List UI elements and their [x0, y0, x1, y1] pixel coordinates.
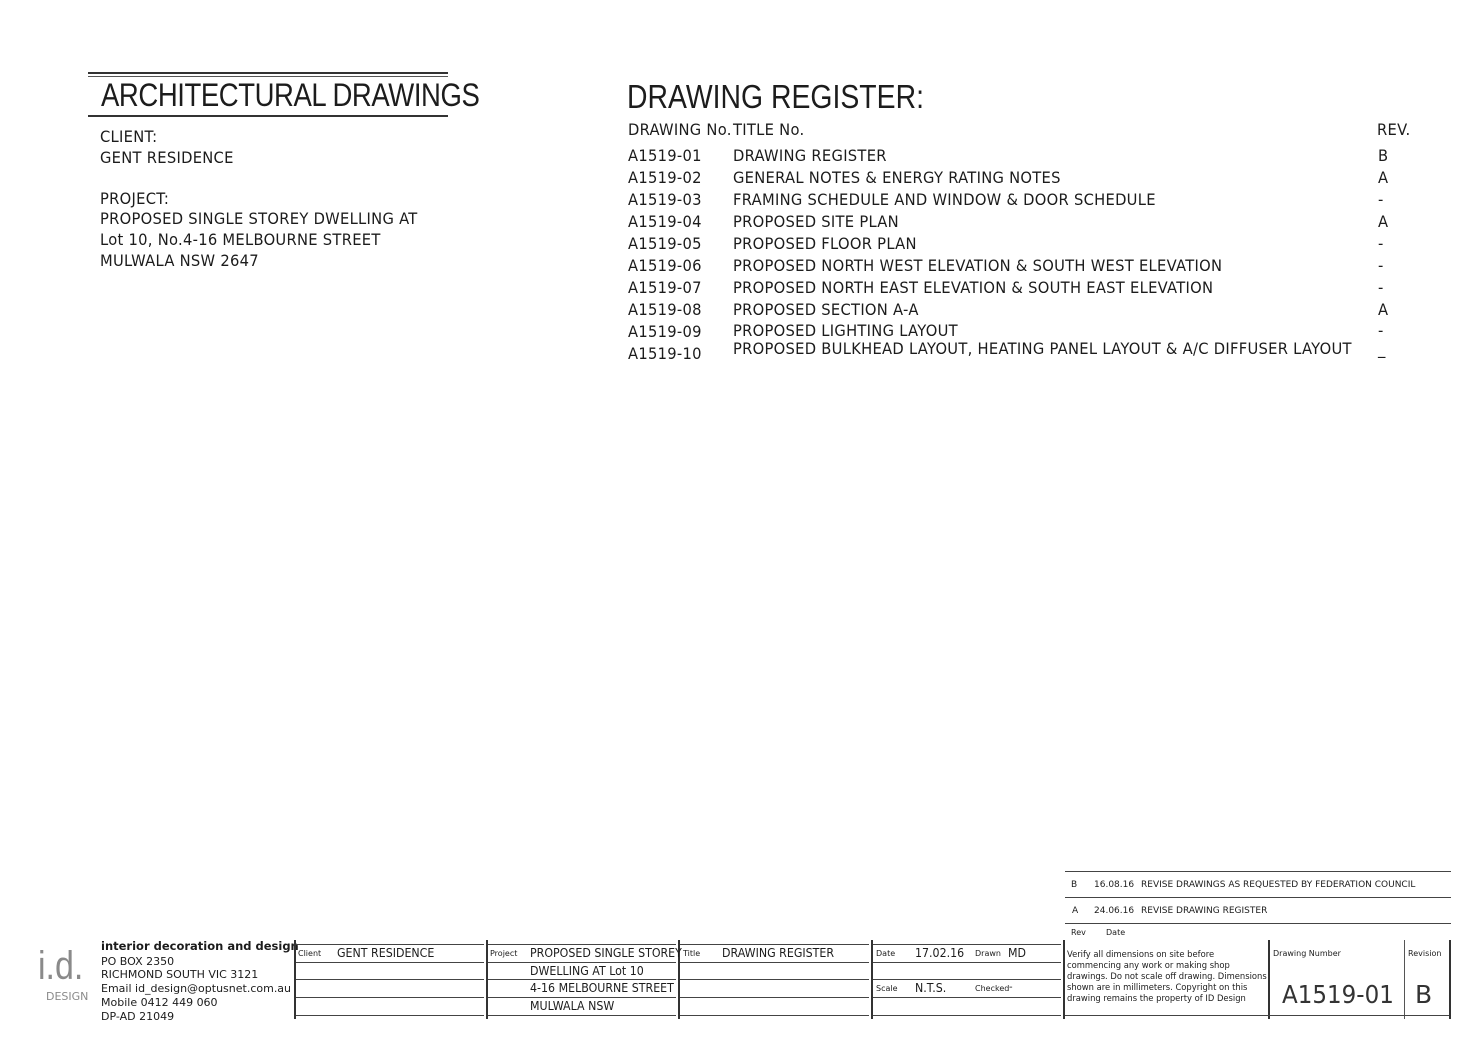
register-title-cell: PROPOSED LIGHTING LAYOUT: [733, 321, 958, 340]
register-rev: _: [1378, 339, 1386, 358]
company-line: DP-AD 21049: [101, 1010, 175, 1023]
title-field-value: DRAWING REGISTER: [722, 946, 835, 960]
titleblock-rule: [873, 997, 1061, 998]
register-header-number: DRAWING No.: [628, 120, 732, 139]
company-name: interior decoration and design: [101, 939, 299, 953]
titleblock-rule: [680, 1015, 869, 1016]
titleblock-rule: [488, 979, 676, 980]
revision-description: REVISE DRAWING REGISTER: [1141, 906, 1268, 916]
drawn-field-label: Drawn: [975, 949, 1001, 958]
register-title: DRAWING REGISTER:: [627, 78, 924, 115]
register-number: A1519-09: [628, 322, 702, 341]
revision-date: 16.08.16: [1094, 880, 1135, 890]
project-field-line: PROPOSED SINGLE STOREY: [530, 946, 682, 960]
revision-description: REVISE DRAWINGS AS REQUESTED BY FEDERATION COUNCIL: [1141, 880, 1416, 890]
note-line: drawings. Do not scale off drawing. Dimensions: [1067, 971, 1267, 981]
project-line: Lot 10, No.4-16 MELBOURNE STREET: [100, 230, 381, 249]
register-title-cell: PROPOSED NORTH EAST ELEVATION & SOUTH EAST ELEVATION: [733, 278, 1214, 297]
titleblock-divider: [1063, 940, 1065, 1019]
register-number: A1519-04: [628, 212, 702, 231]
company-line: PO BOX 2350: [101, 955, 175, 968]
revision-rule: [1065, 923, 1451, 924]
page-title: ARCHITECTURAL DRAWINGS: [101, 77, 480, 113]
disclaimer-notes: [1067, 949, 1267, 1004]
titleblock-rule: [488, 962, 676, 963]
titleblock-divider: [1404, 940, 1405, 1019]
heading-rule-top: [88, 72, 448, 74]
checked-field-value: -: [1009, 982, 1013, 993]
register-rev: -: [1378, 234, 1384, 253]
titleblock-rule: [873, 944, 1061, 945]
register-number: A1519-08: [628, 300, 702, 319]
register-title-cell: PROPOSED BULKHEAD LAYOUT, HEATING PANEL LAYOUT & A/C DIFFUSER LAYOUT: [733, 339, 1352, 358]
company-logo-sub: DESIGN: [46, 990, 89, 1003]
titleblock-rule: [680, 997, 869, 998]
register-title-cell: PROPOSED SECTION A-A: [733, 300, 919, 319]
register-number: A1519-10: [628, 344, 702, 363]
register-number: A1519-05: [628, 234, 702, 253]
titleblock-rule: [680, 979, 869, 980]
scale-field-value: N.T.S.: [915, 981, 947, 995]
titleblock-rule: [296, 944, 484, 945]
titleblock-rule: [488, 944, 676, 945]
project-label: PROJECT:: [100, 189, 170, 208]
register-rev: A: [1378, 300, 1389, 319]
register-header-rev: REV.: [1377, 120, 1411, 139]
project-field-line: DWELLING AT Lot 10: [530, 964, 644, 978]
project-line: MULWALA NSW 2647: [100, 251, 259, 270]
note-line: Verify all dimensions on site before: [1067, 949, 1215, 959]
register-rev: -: [1378, 190, 1384, 209]
register-title-cell: PROPOSED SITE PLAN: [733, 212, 899, 231]
company-line: Email id_design@optusnet.com.au: [101, 982, 292, 995]
titleblock-rule: [296, 997, 484, 998]
titleblock-rule: [488, 1015, 676, 1016]
project-line: PROPOSED SINGLE STOREY DWELLING AT: [100, 209, 418, 228]
register-rev: -: [1378, 278, 1384, 297]
note-line: drawing remains the property of ID Design: [1067, 993, 1246, 1003]
title-field-label: Title: [683, 949, 701, 958]
register-rev: -: [1378, 256, 1384, 275]
date-field-value: 17.02.16: [915, 946, 965, 960]
revision-rule: [1065, 871, 1451, 872]
drawn-field-value: MD: [1008, 946, 1027, 960]
scale-field-label: Scale: [876, 984, 898, 993]
revision-label: Revision: [1408, 949, 1442, 958]
titleblock-rule: [873, 979, 1061, 980]
titleblock-rule: [296, 962, 484, 963]
register-number: A1519-01: [628, 146, 702, 165]
register-header-title: TITLE No.: [733, 120, 805, 139]
register-title-cell: DRAWING REGISTER: [733, 146, 887, 165]
titleblock-rule: [873, 962, 1061, 963]
titleblock-rule: [873, 1015, 1061, 1016]
client-name: GENT RESIDENCE: [100, 148, 234, 167]
titleblock-rule: [680, 944, 869, 945]
client-field-label: Client: [298, 949, 322, 958]
company-line: RICHMOND SOUTH VIC 3121: [101, 968, 259, 981]
project-field-label: Project: [490, 949, 518, 958]
company-line: Mobile 0412 449 060: [101, 996, 218, 1009]
revision-value: B: [1415, 980, 1433, 1009]
titleblock-rule: [296, 979, 484, 980]
register-rev: B: [1378, 146, 1389, 165]
revision-date-header: Date: [1106, 928, 1126, 937]
client-label: CLIENT:: [100, 127, 158, 146]
titleblock-divider: [1268, 940, 1270, 1019]
titleblock-rule: [680, 962, 869, 963]
revision-rev-header: Rev: [1071, 928, 1086, 937]
register-title-cell: PROPOSED FLOOR PLAN: [733, 234, 917, 253]
drawing-number-label: Drawing Number: [1273, 949, 1341, 958]
register-number: A1519-03: [628, 190, 702, 209]
register-number: A1519-02: [628, 168, 702, 187]
register-rev: A: [1378, 168, 1389, 187]
note-line: commencing any work or making shop: [1067, 960, 1230, 970]
revision-rev: B: [1071, 880, 1078, 890]
drawing-number-value: A1519-01: [1282, 980, 1394, 1009]
register-title-cell: GENERAL NOTES & ENERGY RATING NOTES: [733, 168, 1061, 187]
heading-rule-bottom: [88, 115, 448, 117]
client-field-value: GENT RESIDENCE: [337, 946, 435, 960]
register-title-cell: PROPOSED NORTH WEST ELEVATION & SOUTH WEST ELEVATION: [733, 256, 1223, 275]
register-rev: A: [1378, 212, 1389, 231]
project-field-line: 4-16 MELBOURNE STREET: [530, 981, 674, 995]
titleblock-rule: [296, 1015, 484, 1016]
revision-rule: [1065, 897, 1451, 898]
revision-rev: A: [1072, 906, 1079, 916]
project-field-line: MULWALA NSW: [530, 999, 615, 1013]
note-line: shown are in millimeters. Copyright on this: [1067, 982, 1248, 992]
date-field-label: Date: [876, 949, 896, 958]
register-number: A1519-06: [628, 256, 702, 275]
register-title-cell: FRAMING SCHEDULE AND WINDOW & DOOR SCHEDULE: [733, 190, 1156, 209]
titleblock-rule: [1065, 1015, 1449, 1016]
checked-field-label: Checked: [975, 984, 1010, 993]
titleblock-divider: [1449, 940, 1451, 1019]
revision-date: 24.06.16: [1094, 906, 1135, 916]
register-rev: -: [1378, 321, 1384, 340]
company-logo: i.d.: [38, 944, 84, 988]
register-number: A1519-07: [628, 278, 702, 297]
titleblock-rule: [488, 997, 676, 998]
